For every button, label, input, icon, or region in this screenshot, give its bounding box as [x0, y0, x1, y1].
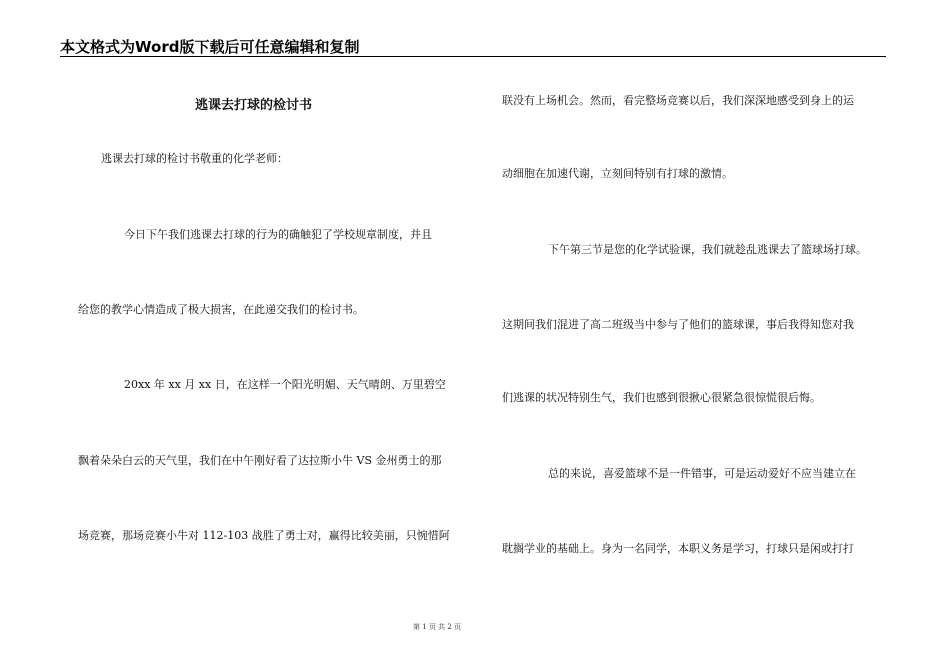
header-divider	[60, 56, 886, 57]
paragraph-line: 联没有上场机会。然而，看完整场竞赛以后，我们深深地感受到身上的运	[502, 94, 854, 107]
page-number: 第 1 页 共 2 页	[413, 623, 462, 631]
paragraph-line: 20xx 年 xx 月 xx 日，在这样一个阳光明媚、天气晴朗、万里碧空	[124, 378, 446, 391]
document-title: 逃课去打球的检讨书	[195, 98, 313, 113]
paragraph-line: 飘着朵朵白云的天气里，我们在中午刚好看了达拉斯小牛 VS 金州勇士的那	[78, 454, 442, 467]
paragraph-line: 总的来说，喜爱篮球不是一件错事，可是运动爱好不应当建立在	[548, 467, 856, 480]
paragraph-line: 今日下午我们逃课去打球的行为的确触犯了学校规章制度，并且	[124, 228, 432, 241]
paragraph-line: 们逃课的状况特别生气，我们也感到很揪心很紧急很惊慌很后悔。	[502, 391, 821, 404]
paragraph-line: 动细胞在加速代谢，立刻间特别有打球的激情。	[502, 167, 733, 180]
paragraph-line: 下午第三节是您的化学试验课，我们就趁乱逃课去了篮球场打球。	[548, 243, 867, 256]
paragraph-line: 这期间我们混进了高二班级当中参与了他们的篮球课，事后我得知您对我	[502, 318, 854, 331]
document-banner: 本文格式为Word版下载后可任意编辑和复制	[60, 38, 360, 56]
paragraph-line: 给您的教学心情造成了极大损害，在此递交我们的检讨书。	[78, 303, 364, 316]
paragraph-line: 场竞赛，那场竞赛小牛对 112-103 战胜了勇士对，赢得比较美丽，只惋惜阿	[78, 529, 450, 542]
salutation-line: 逃课去打球的检讨书敬重的化学老师：	[101, 152, 288, 165]
paragraph-line: 耽搁学业的基础上。身为一名同学，本职义务是学习，打球只是闲或打打	[502, 542, 854, 555]
